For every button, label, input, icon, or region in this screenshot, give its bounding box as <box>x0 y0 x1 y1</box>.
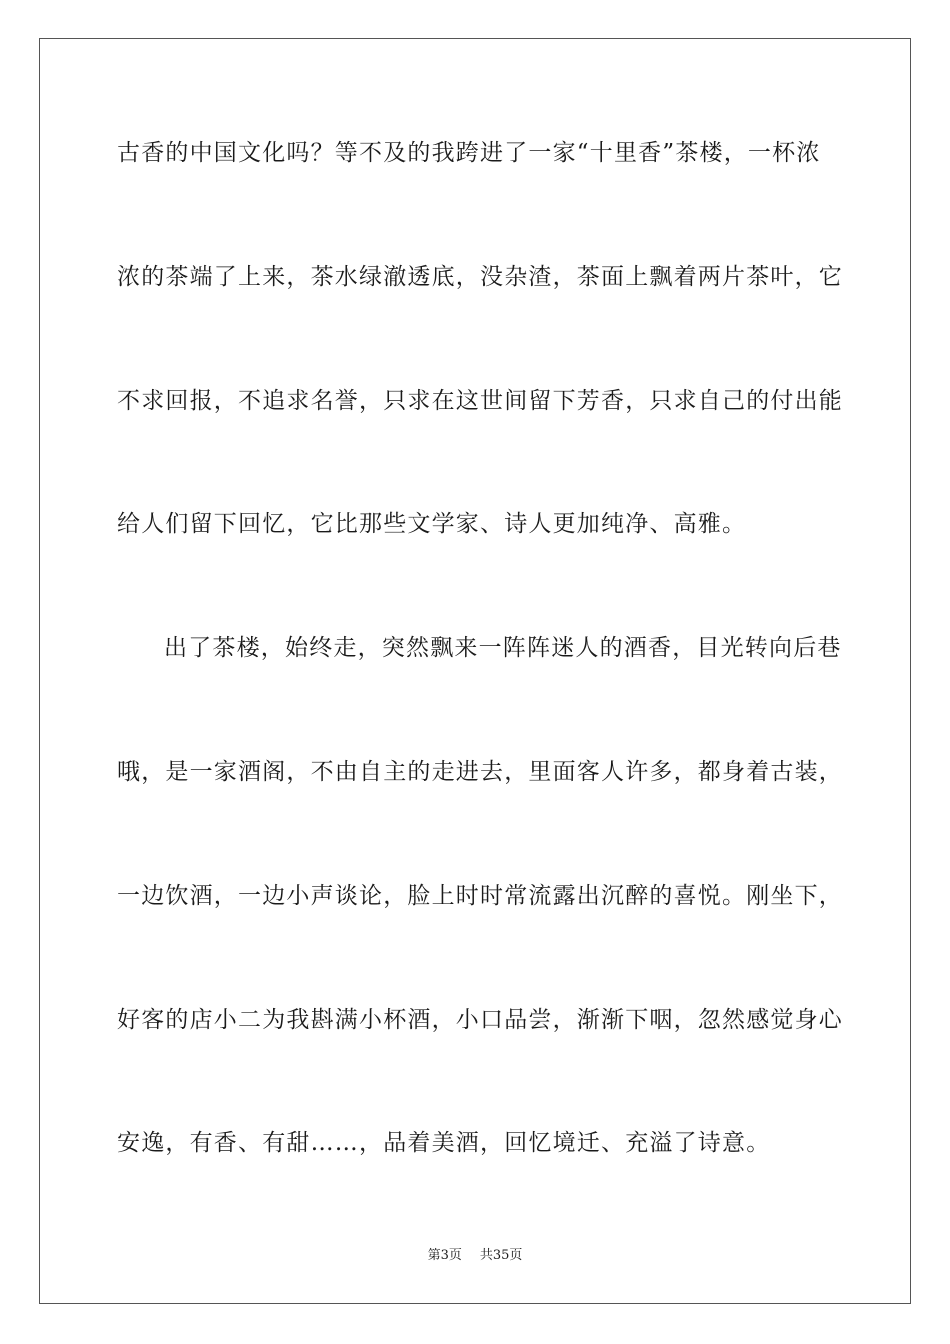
paragraph-line-4: 给人们留下回忆，它比那些文学家、诗人更加纯净、高雅。 <box>117 511 747 537</box>
paragraph-line-1: 古香的中国文化吗？等不及的我跨进了一家“十里香”茶楼，一杯浓 <box>117 140 821 166</box>
paragraph-line-7: 一边饮酒，一边小声谈论，脸上时时常流露出沉醉的喜悦。刚坐下， <box>117 883 843 909</box>
paragraph-line-5: 出了茶楼，始终走，突然飘来一阵阵迷人的酒香，目光转向后巷 <box>164 635 842 661</box>
page-total: 共35页 <box>479 1248 523 1263</box>
page-number: 第3页 <box>427 1248 462 1263</box>
paragraph-line-6: 哦，是一家酒阁，不由自主的走进去，里面客人许多，都身着古装， <box>117 759 843 785</box>
paragraph-line-3: 不求回报，不追求名誉，只求在这世间留下芳香，只求自己的付出能 <box>117 388 843 414</box>
page-footer <box>0 1247 950 1265</box>
paragraph-line-8: 好客的店小二为我斟满小杯酒，小口品尝，渐渐下咽，忽然感觉身心 <box>117 1007 843 1033</box>
page-border <box>39 38 911 1304</box>
paragraph-line-9: 安逸，有香、有甜……，品着美酒，回忆境迁、充溢了诗意。 <box>117 1130 771 1156</box>
paragraph-line-2: 浓的茶端了上来，茶水绿澈透底，没杂渣，茶面上飘着两片茶叶，它 <box>117 264 843 290</box>
